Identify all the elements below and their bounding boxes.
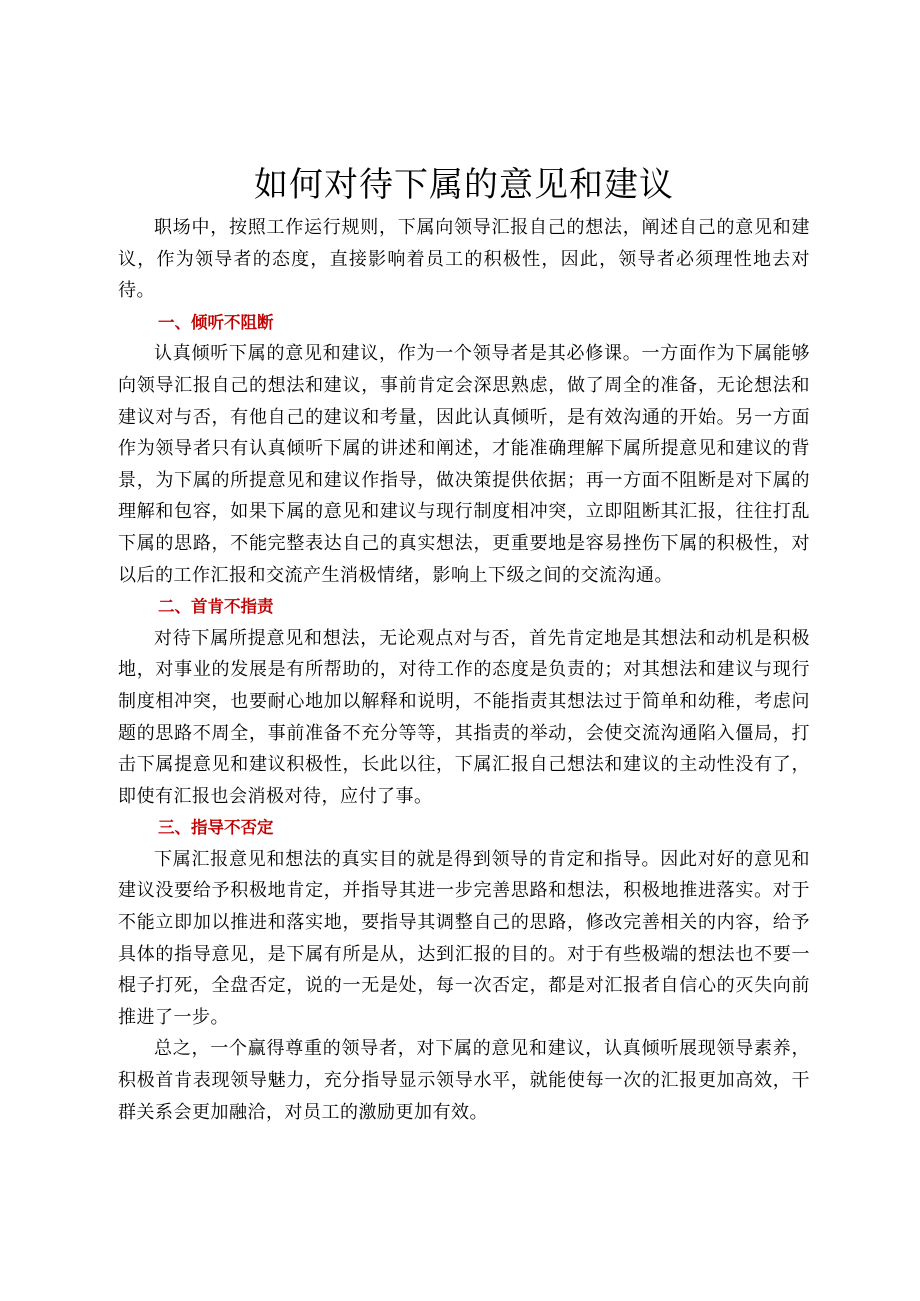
document-page <box>118 160 810 1128</box>
conclusion-paragraph: 总之，一个赢得尊重的领导者，对下属的意见和建议，认真倾听展现领导素养，积极首肯表现领导魅力，充分指导显示领导水平，就能使每一次的汇报更加高效，干群关系会更加融洽，对员工的激励更加有效。 <box>118 1038 810 1123</box>
section-body-1: 认真倾听下属的意见和建议，作为一个领导者是其必修课。一方面作为下属能够向领导汇报自己的想法和建议，事前肯定会深思熟虑，做了周全的准备，无论想法和建议对与否，有他自己的建议和考量，因此认真倾听，是有效沟通的开始。另一方面作为领导者只有认真倾听下属的讲述和阐述，才能准确理解下属所提意见和建议的背景，为下属的所提意见和建议作指导，做决策提供依据；再一方面不阻断是对下属的理解和包容，如果下属的意见和建议与现行制度相冲突，立即阻断其汇报，往往打乱下属的思路，不能完整表达自己的真实想法，更重要地是容易挫伤下属的积极性，对以后的工作汇报和交流产生消极情绪，影响上下级之间的交流沟通。 <box>118 343 810 586</box>
document-title: 如何对待下属的意见和建议 <box>254 165 674 205</box>
section-body-2: 对待下属所提意见和想法，无论观点对与否，首先肯定地是其想法和动机是积极地，对事业的发展是有所帮助的，对待工作的态度是负责的；对其想法和建议与现行制度相冲突，也要耐心地加以解释和说明，不能指责其想法过于简单和幼稚，考虑问题的思路不周全，事前准备不充分等等，其指责的举动，会使交流沟通陷入僵局，打击下属提意见和建议积极性，长此以往，下属汇报自己想法和建议的主动性没有了，即使有汇报也会消极对待，应付了事。 <box>118 627 810 807</box>
intro-paragraph: 职场中，按照工作运行规则，下属向领导汇报自己的想法，阐述自己的意见和建议，作为领导者的态度，直接影响着员工的积极性，因此，领导者必须理性地去对待。 <box>118 217 810 302</box>
section-heading-3: 三、指导不否定 <box>158 818 274 838</box>
section-heading-2: 二、首肯不指责 <box>158 597 274 617</box>
section-heading-1: 一、倾听不阻断 <box>158 312 274 332</box>
section-body-3: 下属汇报意见和想法的真实目的就是得到领导的肯定和指导。因此对好的意见和建议没要给予积极地肯定，并指导其进一步完善思路和想法，积极地推进落实。对于不能立即加以推进和落实地，要指导其调整自己的思路，修改完善相关的内容，给予具体的指导意见，是下属有所是从，达到汇报的目的。对于有些极端的想法也不要一棍子打死，全盘否定，说的一无是处，每一次否定，都是对汇报者自信心的灭失向前推进了一步。 <box>118 848 810 1028</box>
